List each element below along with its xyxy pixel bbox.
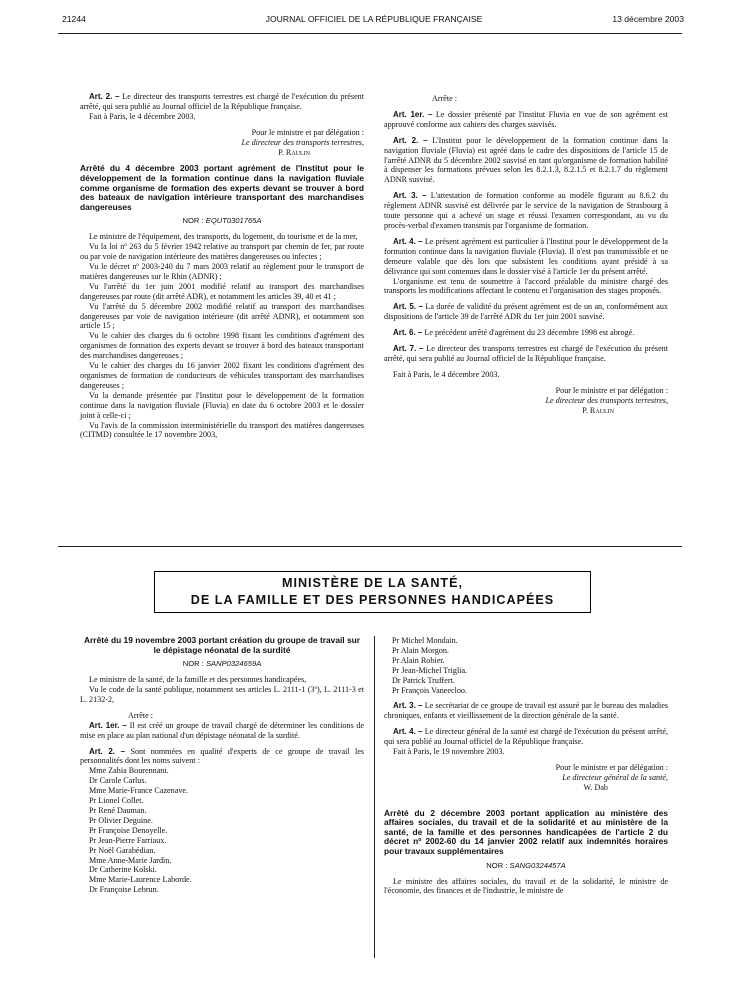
article-paragraph: Art. 3. – L'attestation de formation conforme au modèle figurant au 8.6.2 du règlement ADNR susvisé est délivrée par le service de la navigation de Strasbourg à toute personne qui a achevé un stage et réussi l'examen correspondant, au vu du procès-verbal d'examen transmis par l'organisme de formation. [384, 191, 669, 230]
section-rule [58, 546, 682, 547]
decree-title: Arrêté du 2 décembre 2003 portant application au ministère des affaires sociales, du travail et de la solidarité et au ministère de la santé, de la famille et des personnes handicapées de l'article 2 du décret nº 2002-60 du 14 janvier 2002 relatif aux indemnités horaires pour travaux supplémentaires [384, 807, 668, 857]
issue-date: 13 décembre 2003 [612, 14, 684, 24]
signature-name: P. Raulin [278, 147, 310, 157]
done-at: Fait à Paris, le 4 décembre 2003. [393, 369, 500, 379]
paragraph: Vu l'avis de la commission interministérielle du transport des matières dangereuses (CITMD) consultée le 17 novembre 2003, [80, 420, 364, 440]
list-item: Mme Marie-Laurence Laborde. [89, 875, 192, 885]
article-paragraph: Art. 4. – Le présent agrément est particulier à l'Institut pour le développement de la formation continue dans la navigation fluviale (Fluvia). Il n'est pas transmissible et ne demeure valable que dès lors que subsistent les conditions ayant présidé à sa délivrance qui sont contenues dans le dossier visé à l'article 1er du présent arrêté. [384, 236, 669, 276]
signature-name: P. Raulin [582, 405, 614, 415]
signature-title: Le directeur des transports terrestres, [241, 137, 364, 147]
bottom-left-column [80, 636, 364, 895]
article-paragraph: Art. 1er. – Le dossier présenté par l'institut Fluvia en vue de son agrément est approuvé conforme aux cahiers des charges susvisés. [384, 109, 669, 129]
paragraph: Vu l'arrêté du 5 décembre 2002 modifié relatif au transport des marchandises dangereuses par voie de navigation intérieure (dit arrêté ADNR), et notamment son article 15 ; [80, 301, 364, 331]
list-item: Pr Michel Mondain. [392, 636, 458, 645]
list-item: Pr René Dauman. [89, 805, 147, 815]
signature-name: W. Dab [583, 782, 608, 792]
list-item: Pr Alain Robier. [392, 655, 445, 665]
expert-list [80, 766, 364, 895]
nor-reference: NOR : SANP0324659A [182, 659, 262, 669]
article-paragraph: Art. 2. – Le directeur des transports terrestres est chargé de l'exécution du présent arrêté, qui sera publié au Journal officiel de la République française. [80, 92, 364, 111]
signature-title: Le directeur général de la santé, [562, 772, 668, 782]
arrete-label: Arrête : [432, 94, 458, 103]
ministry-heading-box [154, 571, 591, 613]
list-item: Dr Patrick Truffert. [392, 675, 455, 685]
article-paragraph: Art. 3. – Le secrétariat de ce groupe de travail est assuré par le bureau des maladies chroniques, enfants et vieillissement de la direction générale de la santé. [384, 701, 669, 721]
paragraph: Le ministre de la santé, de la famille et des personnes handicapées, [89, 675, 307, 685]
signature-line: Pour le ministre et par délégation : [251, 127, 364, 137]
decree-title: Arrêté du 19 novembre 2003 portant création du groupe de travail sur le dépistage néonatal de la surdité [84, 635, 360, 655]
list-item: Pr Jean-Michel Triglia. [392, 665, 468, 675]
paragraph: Le ministre des affaires sociales, du travail et de la solidarité, le ministre de l'économie, des finances et de l'industrie, le ministre de [384, 876, 668, 896]
bottom-right-column [384, 636, 668, 896]
list-item: Pr Alain Morgon. [392, 645, 449, 655]
paragraph: Vu l'arrêté du 1er juin 2001 modifié relatif au transport des marchandises dangereuses par route (dit arrêté ADR), et notamment les articles 39, 40 et 41 ; [80, 281, 364, 301]
signature-line: Pour le ministre et par délégation : [555, 762, 668, 772]
list-item: Mme Anne-Marie Jardin. [89, 855, 172, 865]
list-item: Dr Françoise Lebrun. [89, 885, 159, 895]
list-item: Pr Lionel Collet. [89, 796, 144, 806]
arrete-label: Arrête : [128, 710, 154, 720]
list-item: Pr François Vaneecloo. [392, 685, 467, 695]
done-at: Fait à Paris, le 4 décembre 2003. [89, 111, 196, 121]
ministry-line-1: MINISTÈRE DE LA SANTÉ, [281, 576, 464, 590]
paragraph: Vu le code de la santé publique, notamment ses articles L. 2111-1 (3º), L. 2111-3 et L. 2132-2, [80, 685, 364, 704]
list-item: Pr Noël Garabédian. [89, 845, 156, 855]
list-item: Dr Carole Carlus. [89, 776, 147, 786]
article-paragraph: Art. 1er. – Il est créé un groupe de travail chargé de déterminer les conditions de mise en place au plan national d'un dépistage néonatal de la surdité. [80, 720, 365, 740]
top-right-column [384, 94, 668, 415]
paragraph: Vu la loi nº 263 du 5 février 1942 relative au transport par chemin de fer, par route ou par voie de navigation intérieure des matières dangereuses ou infectes ; [80, 242, 364, 262]
list-item: Pr Jean-Pierre Farriaux. [89, 835, 167, 845]
header-rule [58, 33, 682, 34]
signature-line: Pour le ministre et par délégation : [555, 385, 668, 395]
article-paragraph: Art. 5. – La durée de validité du présent agrément est de un an, conformément aux dispositions de l'article 39 de l'arrêté ADR du 1er juin 2001 susvisé. [384, 302, 668, 322]
ministry-line-2: DE LA FAMILLE ET DES PERSONNES HANDICAPÉES [190, 592, 555, 607]
paragraph: Vu le décret nº 2003-240 du 7 mars 2003 relatif au règlement pour le transport de matières dangereuses sur le Rhin (ADNR) ; [80, 262, 364, 281]
paragraph: Le ministre de l'équipement, des transports, du logement, du tourisme et de la mer, [89, 232, 358, 242]
column-divider [374, 636, 375, 958]
decree-title: Arrêté du 4 décembre 2003 portant agrément de l'Institut pour le développement de la formation continue dans la navigation fluviale comme organisme de formation des experts devant se trouver à bord des bateaux de navigation intérieure transportant des marchandises dangereuses [80, 163, 364, 212]
nor-reference: NOR : EQUT0301765A [182, 216, 262, 226]
paragraph: Vu le cahier des charges du 6 octobre 1998 fixant les conditions d'agrément des organismes de formation des experts devant se trouver à bord des bateaux transportant des marchandises dangereuses ; [80, 331, 364, 361]
article-paragraph: Art. 7. – Le directeur des transports terrestres est chargé de l'exécution du présent arrêté, qui sera publié au Journal officiel de la République française. [384, 344, 668, 363]
list-item: Pr Françoise Denoyelle. [89, 825, 168, 835]
article-paragraph: Art. 4. – Le directeur général de la santé est chargé de l'exécution du présent arrêté, qui sera publié au Journal officiel de la République française. [384, 727, 669, 747]
signature-title: Le directeur des transports terrestres, [545, 395, 668, 405]
article-paragraph: Art. 6. – Le précédent arrêté d'agrément du 23 décembre 1998 est abrogé. [393, 328, 635, 338]
expert-list-continued [384, 636, 668, 695]
top-left-column [80, 92, 364, 440]
article-paragraph: Art. 2. – L'Institut pour le développement de la formation continue dans la navigation fluviale (Fluvia) est agréé dans le cadre des dispositions de l'article 15 de l'arrêté ADNR du 5 décembre 2002 susvisé en tant qu'organisme de formation habilité à dispenser les formations prévues selon les 8.2.1.3, 8.2.1.5 et 8.2.1.7 du règlement ADNR susvisé. [384, 135, 669, 185]
article-paragraph: Art. 2. – Sont nommées en qualité d'experts de ce groupe de travail les personnalités dont les noms suivent : [80, 746, 365, 766]
journal-title: JOURNAL OFFICIEL DE LA RÉPUBLIQUE FRANÇAISE [265, 14, 483, 24]
article-paragraph: L'organisme est tenu de soumettre à l'accord préalable du ministre chargé des transports les modifications affectant le contenu et l'organisation des stages proposés. [384, 276, 668, 296]
page-header [0, 14, 748, 28]
done-at: Fait à Paris, le 19 novembre 2003. [393, 747, 505, 757]
paragraph: Vu la demande présentée par l'Institut pour le développement de la formation continue dans la navigation fluviale (Fluvia) en date du 6 octobre 2003 et le dossier joint à celle-ci ; [80, 390, 364, 420]
page-number: 21244 [62, 14, 86, 24]
list-item: Mme Marie-France Cazenave. [89, 786, 189, 796]
list-item: Mme Zahia Bourennani. [89, 766, 169, 776]
nor-reference: NOR : SANG0324457A [486, 860, 566, 870]
list-item: Dr Catherine Kolski. [89, 865, 157, 875]
list-item: Pr Olivier Deguine. [89, 815, 153, 825]
paragraph: Vu le cahier des charges du 16 janvier 2002 fixant les conditions d'agrément des organismes de formation de conducteurs de véhicules transportant des marchandises dangereuses ; [80, 361, 364, 390]
